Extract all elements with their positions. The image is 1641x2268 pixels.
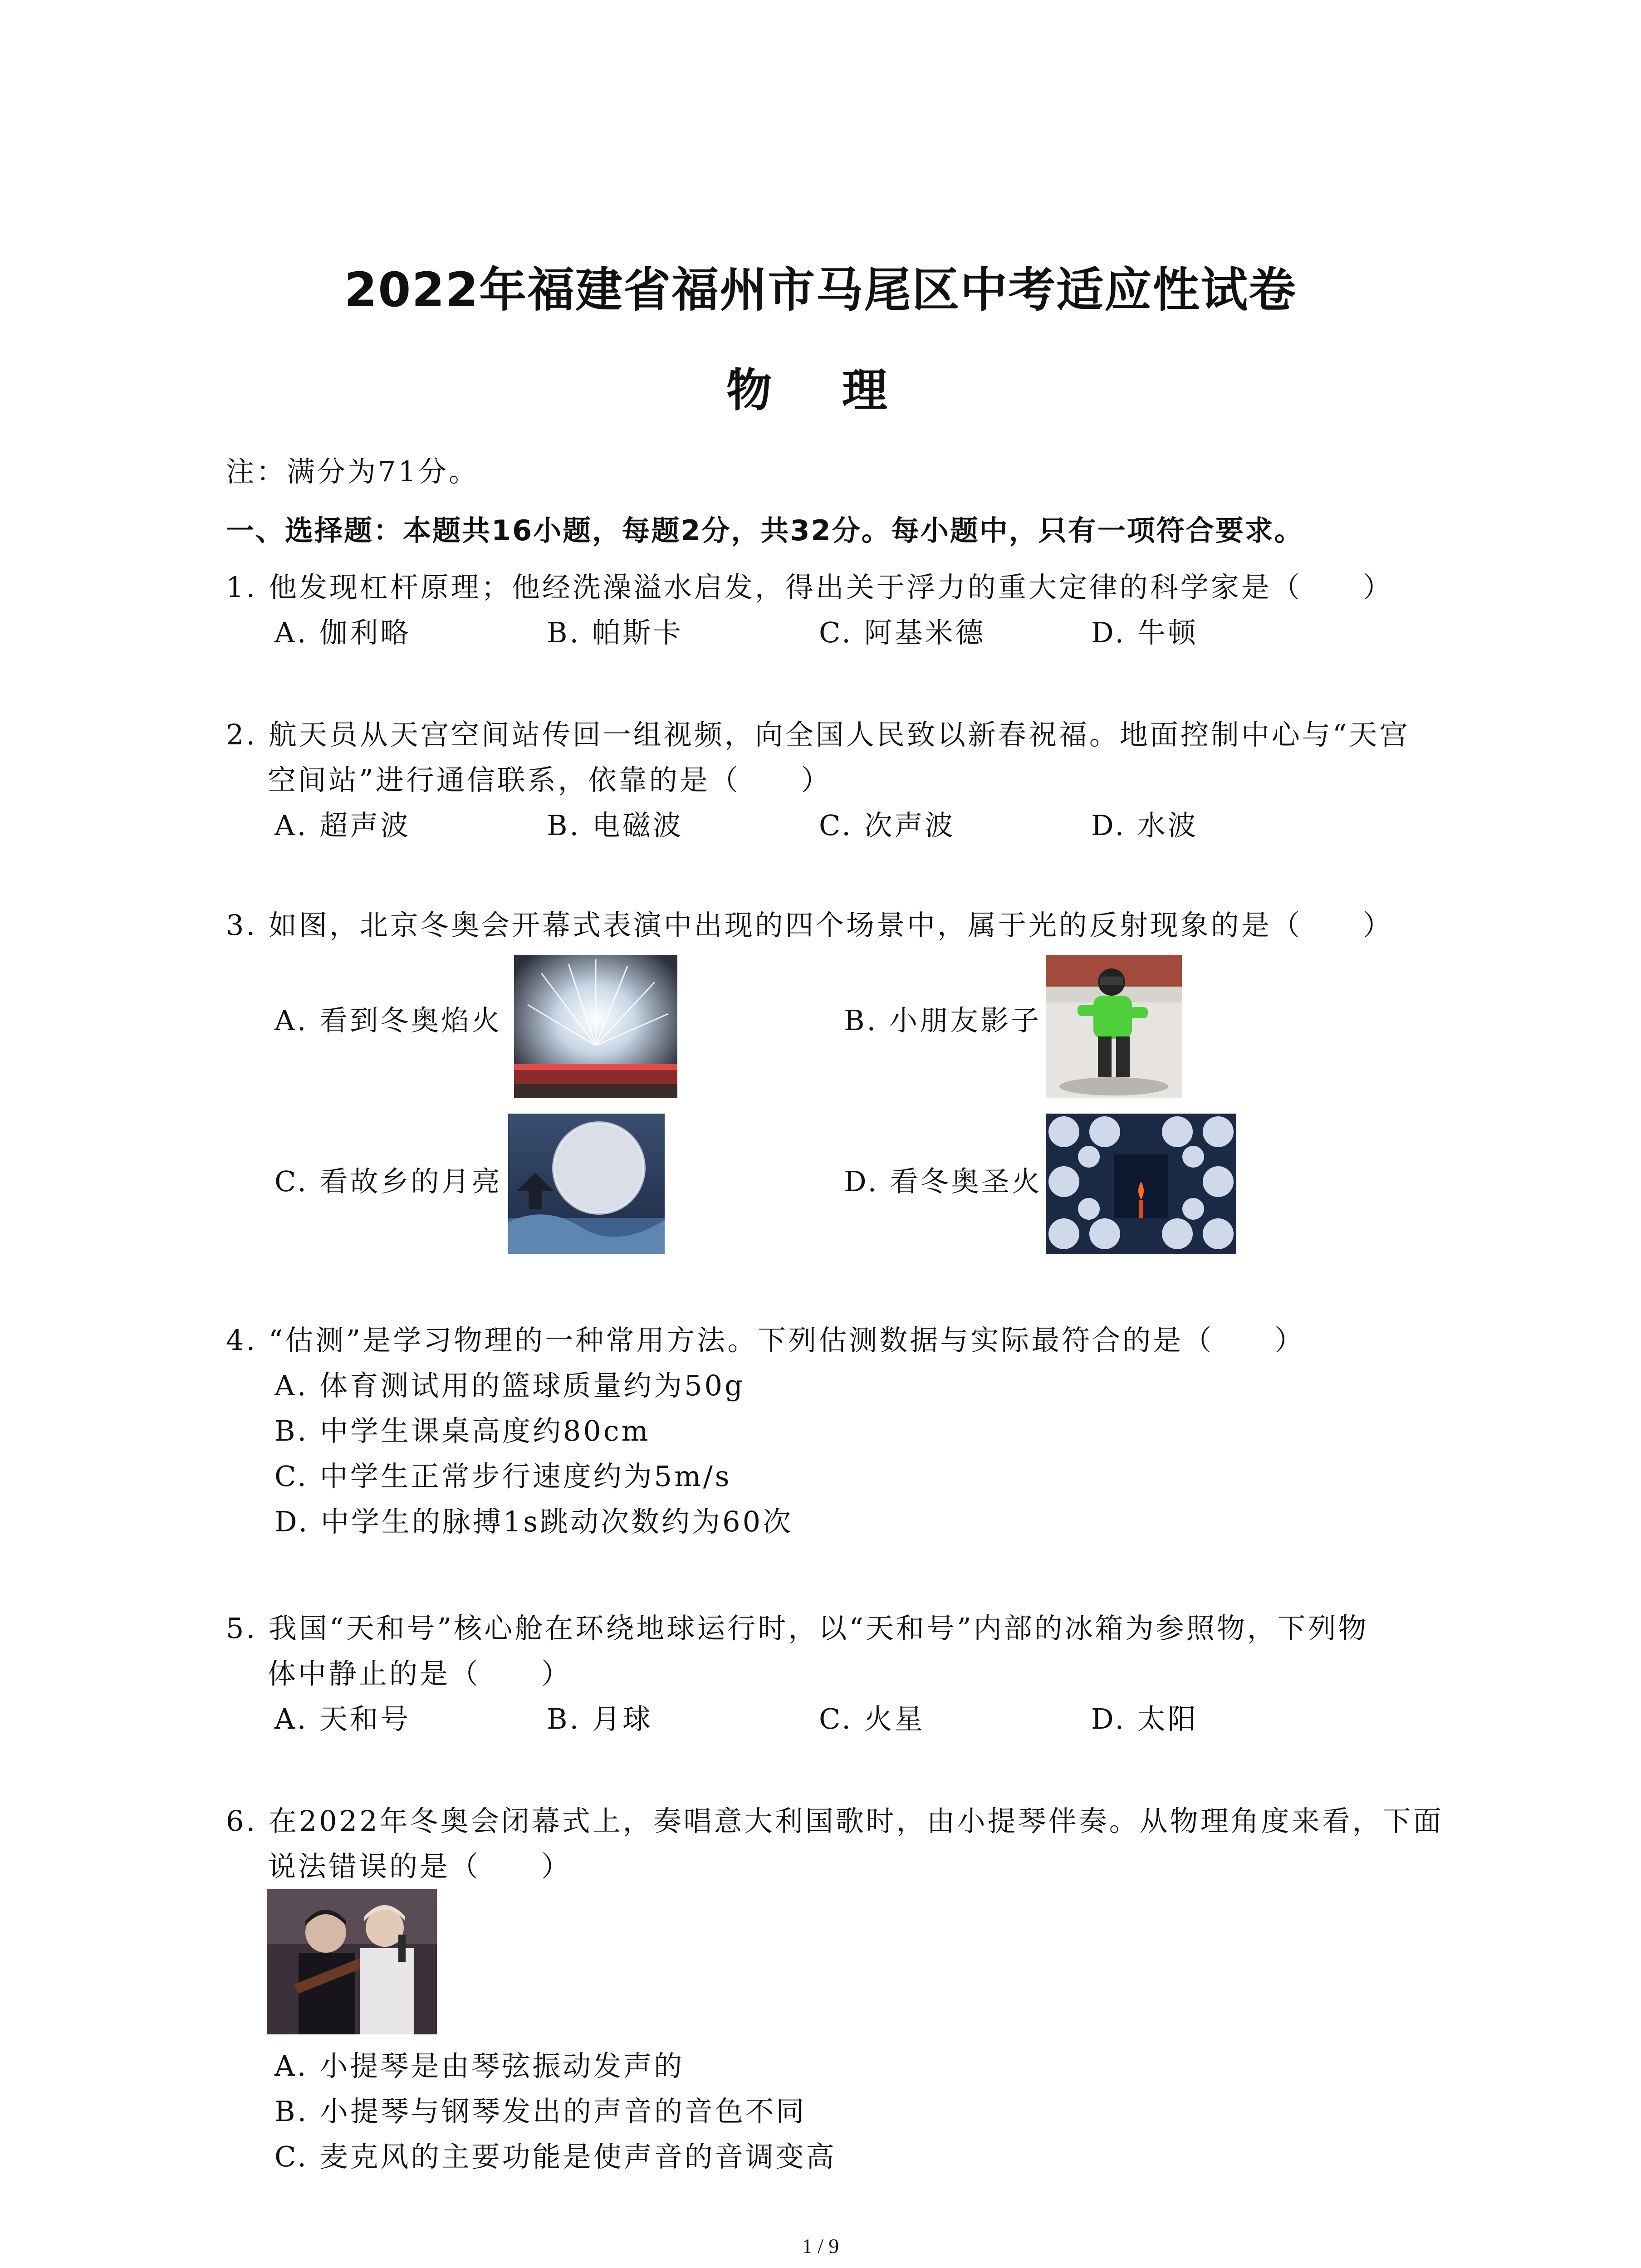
q5-option-b: B. 月球 [547,1702,653,1735]
q4-option-a: A. 体育测试用的篮球质量约为50g [274,1369,745,1402]
page-number: 1 / 9 [802,2234,839,2258]
q2-option-b: B. 电磁波 [547,809,683,842]
fireworks-image [514,955,677,1098]
question-4-stem: 4. “估测”是学习物理的一种常用方法。下列估测数据与实际最符合的是（ ） [226,1324,1305,1357]
exam-title: 2022年福建省福州市马尾区中考适应性试卷 [344,262,1297,318]
question-5-stem-line2: 体中静止的是（ ） [268,1657,572,1690]
q2-option-c: C. 次声波 [819,809,955,842]
question-5-stem-line1: 5. 我国“天和号”核心舱在环绕地球运行时，以“天和号”内部的冰箱为参照物，下列物 [226,1612,1369,1645]
q2-option-a: A. 超声波 [274,809,411,842]
question-3-stem: 3. 如图，北京冬奥会开幕式表演中出现的四个场景中，属于光的反射现象的是（ ） [226,909,1393,942]
child-shadow-image [1046,955,1182,1098]
q4-option-b: B. 中学生课桌高度约80cm [274,1414,651,1447]
q5-option-a: A. 天和号 [274,1702,411,1735]
q3-option-c: C. 看故乡的月亮 [274,1165,502,1198]
section-heading: 一、选择题：本题共16小题，每题2分，共32分。每小题中，只有一项符合要求。 [226,514,1304,547]
question-2-stem-line1: 2. 航天员从天宫空间站传回一组视频，向全国人民致以新春祝福。地面控制中心与“天宫 [226,718,1410,751]
question-1-stem: 1. 他发现杠杆原理；他经洗澡溢水启发，得出关于浮力的重大定律的科学家是（ ） [226,571,1393,604]
q3-option-d: D. 看冬奥圣火 [844,1165,1042,1198]
question-6-stem-line1: 6. 在2022年冬奥会闭幕式上，奏唱意大利国歌时，由小提琴伴奏。从物理角度来看，下面 [226,1804,1444,1838]
q3-option-a: A. 看到冬奥焰火 [274,1004,502,1037]
q2-option-d: D. 水波 [1091,809,1198,842]
q6-option-b: B. 小提琴与钢琴发出的声音的音色不同 [274,2095,806,2128]
score-note: 注：满分为71分。 [226,455,479,488]
subject-title: 物 理 [726,364,915,417]
q5-option-d: D. 太阳 [1091,1702,1198,1735]
violin-performance-image [267,1889,437,2034]
q1-option-c: C. 阿基米德 [819,616,986,649]
q6-option-a: A. 小提琴是由琴弦振动发声的 [274,2049,685,2082]
moon-image [508,1114,665,1254]
olympic-flame-image [1046,1114,1236,1254]
q5-option-c: C. 火星 [819,1702,925,1735]
q6-option-c: C. 麦克风的主要功能是使声音的音调变高 [274,2140,837,2173]
q1-option-b: B. 帕斯卡 [547,616,683,649]
q3-option-b: B. 小朋友影子 [844,1004,1041,1037]
question-2-stem-line2: 空间站”进行通信联系，依靠的是（ ） [268,763,832,797]
q4-option-c: C. 中学生正常步行速度约为5m/s [274,1460,732,1493]
q1-option-a: A. 伽利略 [274,616,411,649]
question-6-stem-line2: 说法错误的是（ ） [268,1850,572,1883]
q4-option-d: D. 中学生的脉搏1s跳动次数约为60次 [274,1505,794,1538]
q1-option-d: D. 牛顿 [1091,616,1198,649]
